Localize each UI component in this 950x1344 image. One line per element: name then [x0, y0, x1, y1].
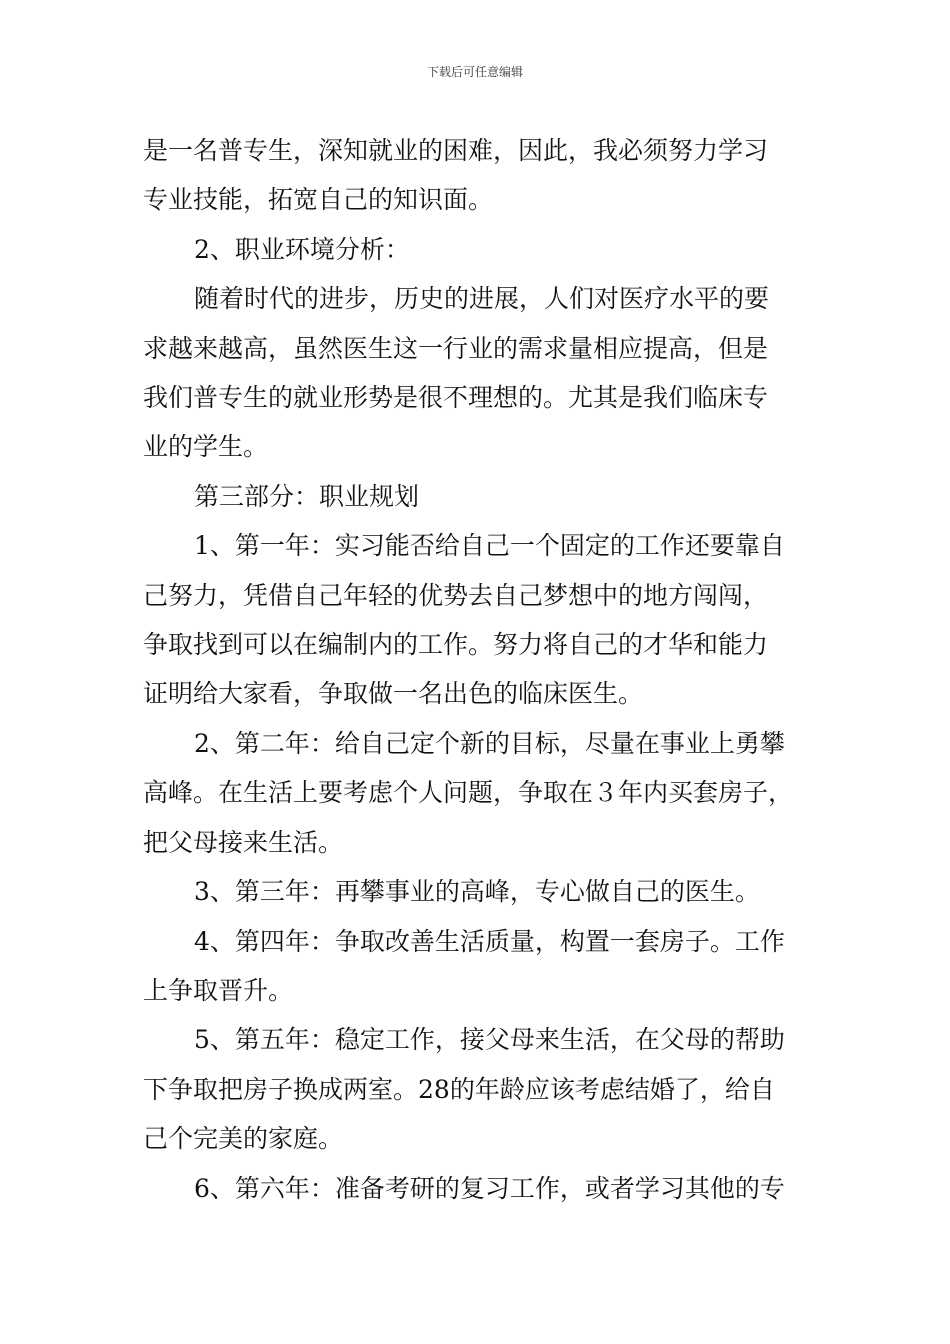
text-line: 把父母接来生活。 — [143, 827, 344, 857]
section-heading: 第三部分：职业规划 — [194, 481, 420, 511]
text-line: 求越来越高，虽然医生这一行业的需求量相应提高，但是 — [143, 333, 769, 363]
text-line: 己个完美的家庭。 — [143, 1124, 344, 1154]
text-line: 随着时代的进步，历史的进展，人们对医疗水平的要 — [194, 284, 770, 314]
section-heading: 2、职业环境分析： — [194, 234, 410, 264]
text-line: 2、第二年：给自己定个新的目标，尽量在事业上勇攀 — [194, 728, 785, 758]
text-line: 是一名普专生，深知就业的困难，因此，我必须努力学习 — [143, 136, 769, 165]
text-line: 5、第五年：稳定工作，接父母来生活，在父母的帮助 — [194, 1025, 785, 1055]
text-line: 高峰。在生活上要考虑个人问题，争取在３年内买套房子， — [143, 778, 794, 808]
text-line: 己努力，凭借自己年轻的优势去自己梦想中的地方闯闯， — [143, 580, 769, 610]
text-line: 4、第四年：争取改善生活质量，构置一套房子。工作 — [194, 926, 785, 956]
text-line: 3、第三年：再攀事业的高峰，专心做自己的医生。 — [194, 877, 760, 907]
text-line: 业的学生。 — [143, 432, 269, 462]
page-header: 下载后可任意编辑 — [426, 65, 523, 79]
document-body — [143, 126, 811, 1213]
text-line: 专业技能，拓宽自己的知识面。 — [143, 185, 494, 215]
text-line: 证明给大家看，争取做一名出色的临床医生。 — [143, 679, 644, 709]
text-line: 6、第六年：准备考研的复习工作，或者学习其他的专 — [194, 1173, 785, 1203]
text-line: 1、第一年：实习能否给自己一个固定的工作还要靠自 — [194, 531, 785, 561]
text-line: 上争取晋升。 — [143, 975, 294, 1005]
text-line: 我们普专生的就业形势是很不理想的。尤其是我们临床专 — [143, 383, 769, 413]
text-line: 争取找到可以在编制内的工作。努力将自己的才华和能力 — [143, 630, 769, 660]
text-line: 下争取把房子换成两室。28的年龄应该考虑结婚了，给自 — [143, 1074, 775, 1104]
